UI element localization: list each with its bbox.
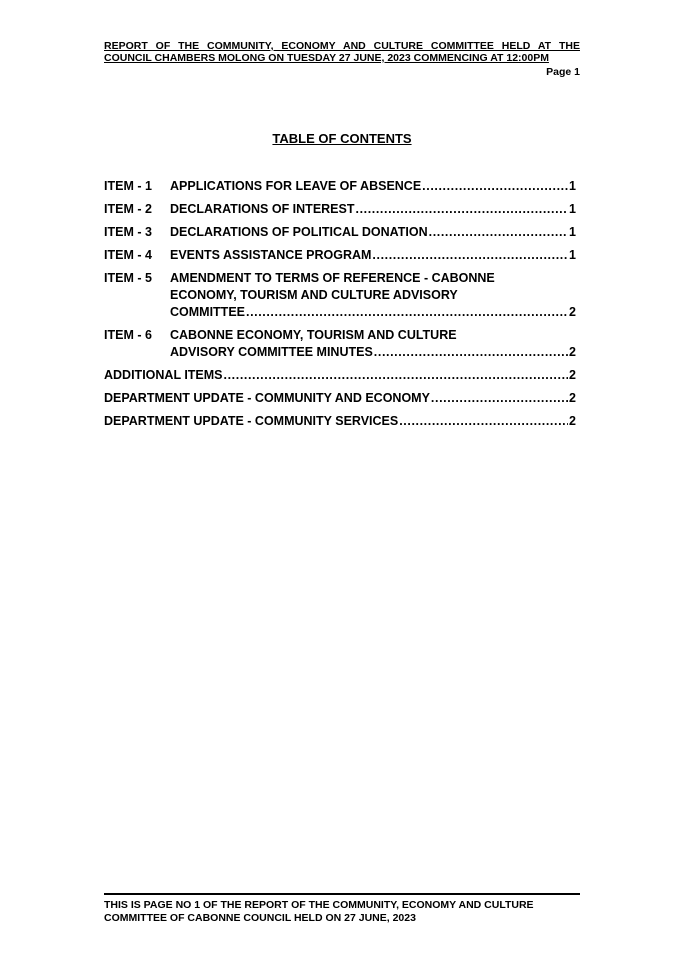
dot-leader bbox=[224, 367, 569, 384]
table-of-contents bbox=[104, 178, 576, 436]
toc-section-leader-line bbox=[104, 390, 576, 407]
toc-item-leader-line bbox=[170, 201, 576, 218]
toc-page-number: 1 bbox=[569, 225, 576, 239]
toc-heading: TABLE OF CONTENTS bbox=[272, 131, 412, 146]
toc-item[interactable] bbox=[104, 327, 576, 361]
dot-leader bbox=[422, 178, 568, 195]
dot-leader bbox=[372, 247, 568, 264]
toc-page-number: 2 bbox=[569, 305, 576, 319]
toc-item-title bbox=[170, 178, 576, 195]
dot-leader bbox=[374, 344, 568, 361]
toc-page-number: 1 bbox=[569, 179, 576, 193]
toc-item-title bbox=[170, 224, 576, 241]
toc-item[interactable] bbox=[104, 201, 576, 218]
toc-item-number: ITEM - 2 bbox=[104, 202, 152, 216]
dot-leader bbox=[429, 224, 568, 241]
toc-item-leader-line bbox=[170, 247, 576, 264]
toc-item-leader-line bbox=[170, 178, 576, 195]
toc-item-leader-line bbox=[170, 344, 576, 361]
toc-item-title bbox=[170, 327, 576, 361]
toc-section-leader-line bbox=[104, 367, 576, 384]
report-title: REPORT OF THE COMMUNITY, ECONOMY AND CULTURE COMMITTEE HELD AT THE COUNCIL CHAMBERS MOLONG ON TUESDAY 27 JUNE, 2023 COMMENCING AT 12:00PM bbox=[104, 40, 580, 64]
toc-section[interactable] bbox=[104, 413, 576, 430]
toc-item-leader-line bbox=[170, 304, 576, 321]
toc-item-title-line: CABONNE ECONOMY, TOURISM AND CULTURE bbox=[170, 328, 457, 342]
toc-item-number: ITEM - 4 bbox=[104, 248, 152, 262]
report-header bbox=[104, 40, 580, 78]
toc-entry-text: APPLICATIONS FOR LEAVE OF ABSENCE bbox=[170, 179, 422, 193]
toc-entry-text: COMMITTEE bbox=[170, 305, 245, 319]
toc-section[interactable] bbox=[104, 390, 576, 407]
toc-section[interactable] bbox=[104, 367, 576, 384]
toc-item[interactable] bbox=[104, 247, 576, 264]
toc-item-title bbox=[170, 270, 576, 321]
toc-page-number: 2 bbox=[569, 345, 576, 359]
page-footer bbox=[104, 893, 580, 924]
toc-entry-text: DECLARATIONS OF POLITICAL DONATION bbox=[170, 225, 428, 239]
toc-item-title-line: ECONOMY, TOURISM AND CULTURE ADVISORY bbox=[170, 288, 458, 302]
dot-leader bbox=[399, 413, 568, 430]
toc-page-number: 1 bbox=[569, 248, 576, 262]
toc-entry-text: EVENTS ASSISTANCE PROGRAM bbox=[170, 248, 372, 262]
toc-entry-text: DEPARTMENT UPDATE - COMMUNITY AND ECONOMY bbox=[104, 391, 430, 405]
toc-section-leader-line bbox=[104, 413, 576, 430]
dot-leader bbox=[246, 304, 568, 321]
footer-text: THIS IS PAGE NO 1 OF THE REPORT OF THE COMMUNITY, ECONOMY AND CULTURE COMMITTEE OF CABONNE COUNCIL HELD ON 27 JUNE, 2023 bbox=[104, 899, 534, 924]
dot-leader bbox=[431, 390, 568, 407]
toc-page-number: 2 bbox=[569, 391, 576, 405]
toc-page-number: 2 bbox=[569, 368, 576, 382]
toc-page-number: 2 bbox=[569, 414, 576, 428]
page-number: Page 1 bbox=[546, 66, 580, 78]
toc-item-title bbox=[170, 247, 576, 264]
toc-item-number: ITEM - 5 bbox=[104, 271, 152, 285]
dot-leader bbox=[356, 201, 569, 218]
toc-entry-text: DECLARATIONS OF INTEREST bbox=[170, 202, 355, 216]
toc-item-number: ITEM - 6 bbox=[104, 328, 152, 342]
toc-item-leader-line bbox=[170, 224, 576, 241]
toc-item[interactable] bbox=[104, 270, 576, 321]
toc-item[interactable] bbox=[104, 224, 576, 241]
toc-item-title-line: AMENDMENT TO TERMS OF REFERENCE - CABONNE bbox=[170, 271, 495, 285]
toc-item-number: ITEM - 3 bbox=[104, 225, 152, 239]
toc-entry-text: ADDITIONAL ITEMS bbox=[104, 368, 223, 382]
toc-item[interactable] bbox=[104, 178, 576, 195]
toc-page-number: 1 bbox=[569, 202, 576, 216]
toc-item-number: ITEM - 1 bbox=[104, 179, 152, 193]
toc-entry-text: ADVISORY COMMITTEE MINUTES bbox=[170, 345, 373, 359]
toc-item-title bbox=[170, 201, 576, 218]
toc-entry-text: DEPARTMENT UPDATE - COMMUNITY SERVICES bbox=[104, 414, 399, 428]
